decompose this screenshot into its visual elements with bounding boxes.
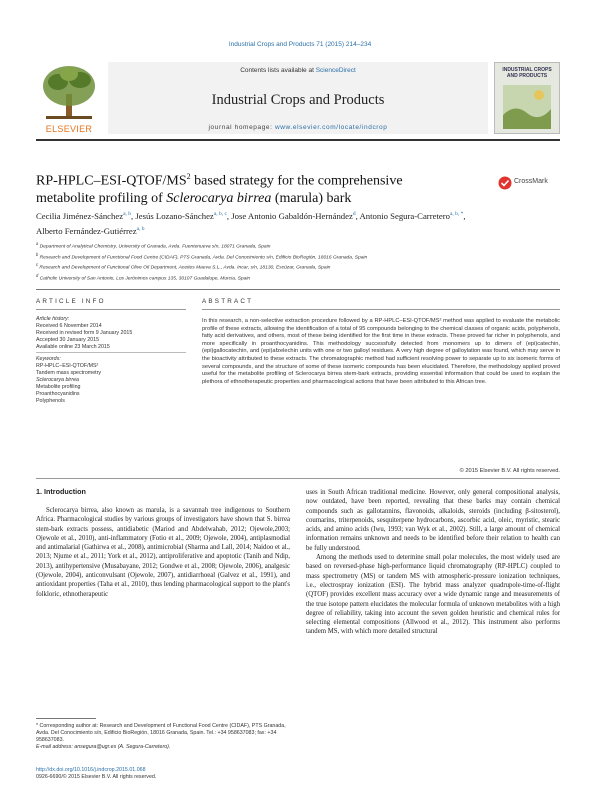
article-title <box>36 168 436 207</box>
corresponding-author-footnote <box>36 723 290 751</box>
author-list: Cecilia Jiménez-Sánchez$^{a, b}$, Jesús Lozano-Sánchez$^{a, b, c}$, Jose Antonio Gabaldón-Hernández$^d$, Antonio Segura-Carretero$^{a, b, *}$, Alberto Fernández-Gutiérrez$^{a, b}$ <box>36 210 466 236</box>
affiliation-text: Department of Analytical Chemistry, University of Granada, Avda. Fuentenueva s/n, 18071 Granada, Spain <box>39 244 271 250</box>
affiliation-mark: b <box>36 251 39 257</box>
author-name[interactable]: Alberto Fernández-Gutiérrez <box>36 225 137 236</box>
keywords-label: Keywords: <box>36 356 61 362</box>
body-paragraph: Among the methods used to determine small polar molecules, the most widely used are based on reversed-phase high-performance liquid chromatography (RP-HPLC) coupled to mass spectrometry (MS) or tandem MS with atmospheric-pressure ionization techniques, i.e., electrospray ionization (ESI). The hybrid mass analyzer quadrupole-time-of-flight (QTOF) provides excellent mass accuracy over a wide dynamic range and measurements of the true isotope pattern elucidates the molecular formula of unknown metabolites with a high degree of reliability, taking into account the seven golden heuristic and chemical rules for selecting elemental compositions (Allwood et al., 2012). This instrument also performs tandem MS, with which more detailed structural <box>306 554 560 636</box>
title-part-2: based strategy for the comprehensive metabolite profiling of <box>36 173 403 206</box>
keyword-item: RP-HPLC–ESI-QTOF/MS² <box>36 363 99 369</box>
affiliation-item <box>36 272 560 283</box>
affiliation-text: Research and Development of Functional Food Centre (CIDAF), PTS Granada, Avda. Del Conocimiento s/n, Edificio BioRegión, 18016 Granada, Spain <box>39 255 368 261</box>
abstract-copyright: © 2015 Elsevier B.V. All rights reserved. <box>459 468 560 474</box>
history-item: Available online 23 March 2015 <box>36 344 110 350</box>
article-info-rule <box>36 309 186 310</box>
article-info-heading: ARTICLE INFO <box>36 298 106 305</box>
author-name[interactable]: Antonio Segura-Carretero <box>359 210 450 221</box>
corresponding-author-text: * Corresponding author at: Research and Development of Functional Food Centre (CIDAF), PTS Granada, Avda. Del Conocimiento s/n, Edificio BioRegión, 18016 Granada, Spain. Tel.: +34 958637083; fax: +34 958637083. <box>36 723 286 743</box>
author-name[interactable]: Jesús Lozano-Sánchez <box>135 210 214 221</box>
journal-title: Industrial Crops and Products <box>211 92 385 108</box>
affiliation-item <box>36 251 560 262</box>
doi-block <box>36 767 290 781</box>
history-item: Received in revised form 9 January 2015 <box>36 330 133 336</box>
history-item: Accepted 30 January 2015 <box>36 337 100 343</box>
affiliation-mark: c <box>36 262 39 268</box>
body-paragraph: uses in South African traditional medicine. However, only general compositional analysis, now outdated, have been reported, revealing that these barks may contain chemical compounds such as gallotannins, flavonoids, alkaloids, steroids (including β-sitosterol), coumarins, triterpenoids, sesquiterpene hydrocarbons, ascorbic acid, oleic, myristic, stearic acids, and amino acids (Iwu, 1993; van Wyk et al., 2002). Still, a large amount of chemical information remains unknown and needs to be identified before their relation to health can be fully understood. <box>306 489 560 552</box>
issn-line: 0926-6690/© 2015 Elsevier B.V. All rights reserved. <box>36 774 157 780</box>
title-species: Sclerocarya birrea <box>166 190 272 206</box>
history-label: Article history: <box>36 316 70 322</box>
keywords-rule <box>36 352 186 353</box>
keywords-list <box>36 356 186 405</box>
body-column-left <box>36 506 290 599</box>
affiliation-text: Research and Development of Functional Olive Oil Department, Aceites Maeva S.L., Avda. Incar, s/n, 18130, Escúzar, Granada, Spain <box>39 265 331 271</box>
abstract-rule <box>202 309 560 310</box>
journal-homepage <box>108 124 488 131</box>
header-rule <box>36 139 560 141</box>
keyword-item: Metabolite profiling <box>36 384 81 390</box>
introduction-heading: 1. Introduction <box>36 487 86 496</box>
keyword-item: Tandem mass spectrometry <box>36 370 102 376</box>
crossmark-label: CrossMark <box>514 178 548 185</box>
keyword-item: Proanthocyanidins <box>36 391 80 397</box>
doi-link[interactable]: http://dx.doi.org/10.1016/j.indcrop.2015.01.068 <box>36 767 146 773</box>
section-rule <box>36 289 560 290</box>
contents-prefix: Contents lists available at <box>240 67 316 74</box>
keyword-item: Sclerocarya birrea <box>36 377 79 383</box>
affiliation-text: Catholic University of San Antonio, Los Jerónimos campus 135, 30107 Guadalupe, Murcia, Spain <box>39 276 251 282</box>
author-affiliation-marks[interactable]: a, b, * <box>449 211 464 217</box>
article-history <box>36 316 186 351</box>
abstract-heading: ABSTRACT <box>202 298 254 305</box>
history-item: Received 6 November 2014 <box>36 323 102 329</box>
author-affiliation-marks[interactable]: a, b <box>136 225 145 232</box>
crossmark-icon <box>498 176 512 190</box>
sciencedirect-link[interactable]: ScienceDirect <box>315 67 356 74</box>
title-part-3: (marula) bark <box>271 190 352 206</box>
author-affiliation-marks[interactable]: a, b <box>123 211 132 217</box>
homepage-label: journal homepage: <box>208 124 275 131</box>
affiliation-mark: d <box>36 272 39 278</box>
email-address[interactable]: E-mail address: ansegura@ugr.es (A. Segura-Carretero). <box>36 744 171 750</box>
contents-availability <box>108 67 488 74</box>
author-name[interactable]: Jose Antonio Gabaldón-Hernández <box>231 210 353 221</box>
title-superscript: 2 <box>186 172 191 181</box>
cover-title: INDUSTRIAL CROPS AND PRODUCTS <box>502 67 552 79</box>
elsevier-tree-icon <box>36 62 102 122</box>
author-affiliation-marks[interactable]: d <box>352 211 356 217</box>
cover-image-icon <box>503 85 551 129</box>
affiliation-item <box>36 240 560 251</box>
affiliation-mark: a <box>36 241 39 246</box>
keyword-item: Polyphenols <box>36 398 65 404</box>
author-affiliation-marks[interactable]: a, b, c <box>213 211 227 217</box>
title-part-1: RP-HPLC–ESI-QTOF/MS <box>36 173 187 189</box>
affiliation-item <box>36 261 560 272</box>
journal-reference[interactable]: Industrial Crops and Products 71 (2015) 214–234 <box>228 41 372 48</box>
elsevier-wordmark: ELSEVIER <box>45 124 93 134</box>
body-column-right <box>306 488 560 637</box>
abstract-text: In this research, a non-selective extraction procedure followed by a RP-HPLC–ESI-QTOF/MS² method was applied to evaluate the metabolic profile of these extracts, allowing the identification of a total of 95 compounds belonging to the chemical classes of organic acids, polyphenols, fatty acid derivatives, and others, most of these being identified for the first time in these extracts. These proved far richer in polyphenols, and more specifically in proanthocyanidins. This methodology successfully detected from monomers up to dimers of (epi)catechin, (epi)gallocatechin, and (epi)afzelechin units with one or two galloyl residues. A very high degree of galloylation was found, which may serve in the bioactivity attributed to these extracts. The chromatographic method had sufficient resolving power to separate up to six isomeric forms of several compounds, and the structure of some of these isomeric compounds has been elucidated. Therefore, the methodology applied proved useful for the metabolite profiling of Sclerocarya birrea stem-bark extracts, providing essential information that could be used to explain the plethora of ethnotherapeutic properties and pharmacological actions that have been attributed to this African tree. <box>202 318 560 385</box>
crossmark-badge[interactable] <box>498 176 560 190</box>
author-name[interactable]: Cecilia Jiménez-Sánchez <box>36 210 124 221</box>
journal-cover-thumbnail[interactable] <box>494 62 560 134</box>
homepage-link[interactable]: www.elsevier.com/locate/indcrop <box>274 124 388 131</box>
affiliation-list <box>36 240 560 283</box>
abstract-end-rule <box>36 478 560 479</box>
body-paragraph: Sclerocarya birrea, also known as marula, is a savannah tree indigenous to Southern Africa. Pharmacological studies by various groups of investigators have shown that S. birrea stem-bark extracts possess, antidiabetic (Mariod and Abdelwahab, 2012; Ojewole,2003; Ojewole et al., 2010), anti-inflammatory (Fotio et al., 2009; Ojewole, 2004), antiplasmodial and antimalarial (Gathirwa et al., 2008), antimicrobial (Sharma and Lall, 2014; Naidoo et al., 2013; Njume et al., 2011; York et al., 2012), antiproliferative and apoptotic (Tanih and Ndip, 2013), antihypertensive (Musabayane, 2012; Gondwe et al., 2008; Ojewole, 2006), analgesic (Ojewole, 2004), anticonvulsant (Ojewole, 2007), antidiarrhoeal (Galvez et al., 1991), and antioxidant properties (Taha et al., 2010), thus lending pharmacological support to the plant's folkloric, ethnotherapeutic <box>36 507 290 598</box>
footnote-rule <box>36 718 96 719</box>
